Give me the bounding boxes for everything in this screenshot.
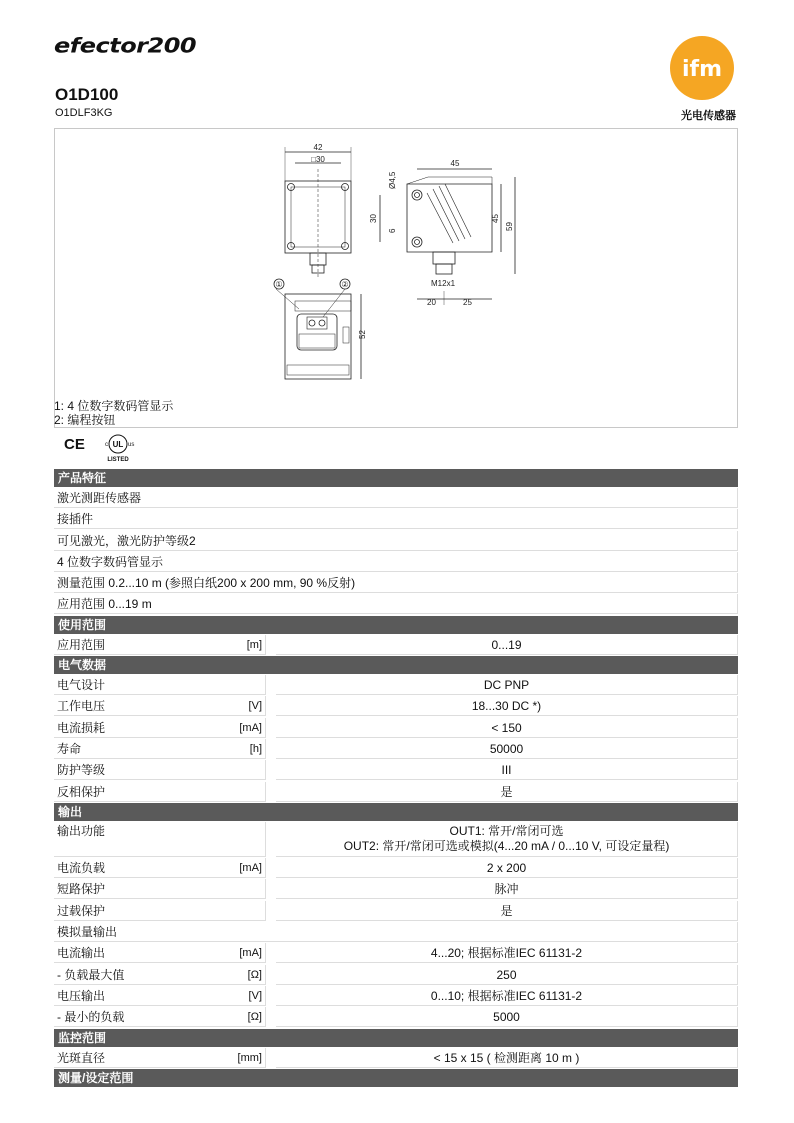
svg-text:30: 30: [369, 214, 378, 223]
section-range: 使用范围: [54, 616, 738, 634]
product-model: O1D100: [55, 85, 119, 104]
brand-logo: efector200: [54, 34, 197, 58]
svg-text:52: 52: [358, 330, 367, 339]
feature-row: 接插件: [54, 509, 738, 529]
section-features: 产品特征: [54, 469, 738, 487]
section-measure: 测量/设定范围: [54, 1069, 738, 1087]
feature-row: 4 位数字数码管显示: [54, 552, 738, 572]
product-code: O1DLF3KG: [55, 107, 113, 119]
svg-text:20: 20: [427, 298, 436, 307]
svg-text:LISTED: LISTED: [107, 457, 129, 463]
spec-row: 防护等级 III: [54, 760, 738, 780]
subsection-analog: 模拟量输出: [54, 922, 738, 942]
spec-row: 光斑直径 [mm] < 15 x 15 ( 检测距离 10 m ): [54, 1048, 738, 1068]
section-output: 输出: [54, 803, 738, 821]
ul-mark: UL: [112, 440, 124, 449]
spec-row: - 最小的负载 [Ω] 5000: [54, 1007, 738, 1027]
svg-text:□30: □30: [311, 155, 325, 164]
legend-item-1: 1: 4 位数字数码管显示: [54, 399, 174, 413]
svg-text:45: 45: [450, 159, 460, 168]
spec-row: 应用范围 [m] 0...19: [54, 635, 738, 655]
spec-row: - 负载最大值 [Ω] 250: [54, 965, 738, 985]
section-monitor: 监控范围: [54, 1029, 738, 1047]
ifm-logo: [669, 35, 735, 101]
svg-text:ifm: ifm: [681, 57, 723, 82]
ce-mark: CE: [64, 436, 85, 453]
svg-text:①: ①: [275, 280, 283, 289]
feature-row: 可见激光，激光防护等级2: [54, 531, 738, 551]
svg-text:us: us: [128, 442, 135, 448]
spec-row: 短路保护 脉冲: [54, 879, 738, 899]
feature-row: 应用范围 0...19 m: [54, 594, 738, 614]
spec-row: 工作电压 [V] 18...30 DC *): [54, 696, 738, 716]
svg-text:c: c: [105, 442, 108, 448]
feature-row: 测量范围 0.2...10 m (参照白纸200 x 200 mm, 90 %反射): [54, 573, 738, 593]
section-electrical: 电气数据: [54, 656, 738, 674]
dimension-drawing: [54, 128, 738, 428]
svg-text:25: 25: [463, 298, 472, 307]
svg-text:42: 42: [313, 143, 323, 152]
product-category: 光电传感器: [681, 110, 736, 122]
spec-row: 电压输出 [V] 0...10; 根据标准IEC 61131-2: [54, 986, 738, 1006]
svg-text:59: 59: [505, 222, 514, 231]
spec-row: 输出功能 OUT1: 常开/常闭可选 OUT2: 常开/常闭可选或模拟(4...20 mA / 0...10 V, 可设定量程): [54, 822, 738, 857]
spec-row: 电流负载 [mA] 2 x 200: [54, 858, 738, 878]
spec-row: 电流损耗 [mA] < 150: [54, 718, 738, 738]
svg-text:6: 6: [388, 228, 397, 233]
spec-row: 过载保护 是: [54, 901, 738, 921]
spec-row: 电气设计 DC PNP: [54, 675, 738, 695]
spec-row: 电流输出 [mA] 4...20; 根据标准IEC 61131-2: [54, 943, 738, 963]
svg-text:②: ②: [341, 280, 349, 289]
spec-row: 反相保护 是: [54, 782, 738, 802]
feature-row: 激光测距传感器: [54, 488, 738, 508]
spec-row: 寿命 [h] 50000: [54, 739, 738, 759]
legend-item-2: 2: 编程按钮: [54, 413, 116, 427]
svg-text:Ø4,5: Ø4,5: [388, 171, 397, 189]
spec-table: [54, 469, 738, 1088]
svg-text:M12x1: M12x1: [431, 279, 456, 288]
certification-marks: [62, 432, 152, 464]
svg-text:45: 45: [491, 214, 500, 223]
